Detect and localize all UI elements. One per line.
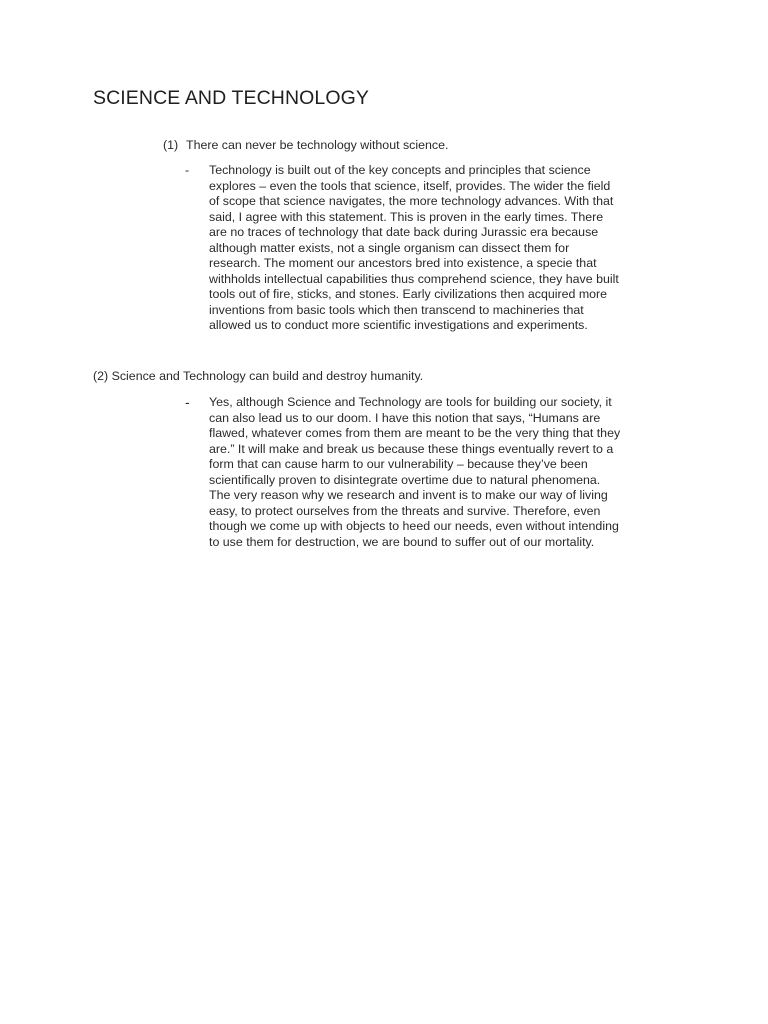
paragraph-line: flawed, whatever comes from them are meant to be the very thing that they <box>209 426 621 441</box>
paragraph-line: tools out of fire, sticks, and stones. Early civilizations then acquired more <box>209 287 608 302</box>
paragraph-line: withholds intellectual capabilities thus comprehend science, they have built <box>209 271 619 286</box>
paragraph-line: are.” It will make and break us because these things eventually revert to a <box>209 441 614 456</box>
item2-bullet-marker: - <box>185 394 190 410</box>
paragraph-line: form that can cause harm to our vulnerability – because they’ve been <box>209 457 588 472</box>
item1-bullet-marker: - <box>185 163 190 177</box>
paragraph-line: Technology is built out of the key concepts and principles that science <box>209 163 591 177</box>
paragraph-line: of scope that science navigates, the more technology advances. With that <box>209 194 614 209</box>
paragraph-line: Yes, although Science and Technology are tools for building our society, it <box>209 395 612 409</box>
document-title: SCIENCE AND TECHNOLOGY <box>93 87 369 109</box>
paragraph-line: though we come up with objects to heed our needs, even without intending <box>209 519 619 534</box>
paragraph-line: to use them for destruction, we are bound to suffer out of our mortality. <box>209 534 595 549</box>
paragraph-line: although matter exists, not a single organism can dissect them for <box>209 240 570 255</box>
paragraph-line: can also lead us to our doom. I have this notion that says, “Humans are <box>209 410 601 425</box>
item1-heading: There can never be technology without science. <box>186 138 449 152</box>
paragraph-line: scientifically proven to disintegrate overtime due to natural phenomena. <box>209 472 601 487</box>
item1-paragraph <box>209 163 679 334</box>
paragraph-line: allowed us to conduct more scientific investigations and experiments. <box>209 318 588 333</box>
item1-number: (1) <box>163 138 179 152</box>
item2-paragraph <box>209 395 679 550</box>
item2-heading: (2) Science and Technology can build and destroy humanity. <box>93 369 424 383</box>
paragraph-line: The very reason why we research and invent is to make our way of living <box>209 488 608 503</box>
paragraph-line: inventions from basic tools which then transcend to machineries that <box>209 302 584 317</box>
paragraph-line: easy, to protect ourselves from the threats and survive. Therefore, even <box>209 503 601 518</box>
paragraph-line: are no traces of technology that date back during Jurassic era because <box>209 225 599 240</box>
paragraph-line: said, I agree with this statement. This is proven in the early times. There <box>209 209 604 224</box>
paragraph-line: explores – even the tools that science, itself, provides. The wider the field <box>209 178 611 193</box>
paragraph-line: research. The moment our ancestors bred into existence, a specie that <box>209 256 597 271</box>
